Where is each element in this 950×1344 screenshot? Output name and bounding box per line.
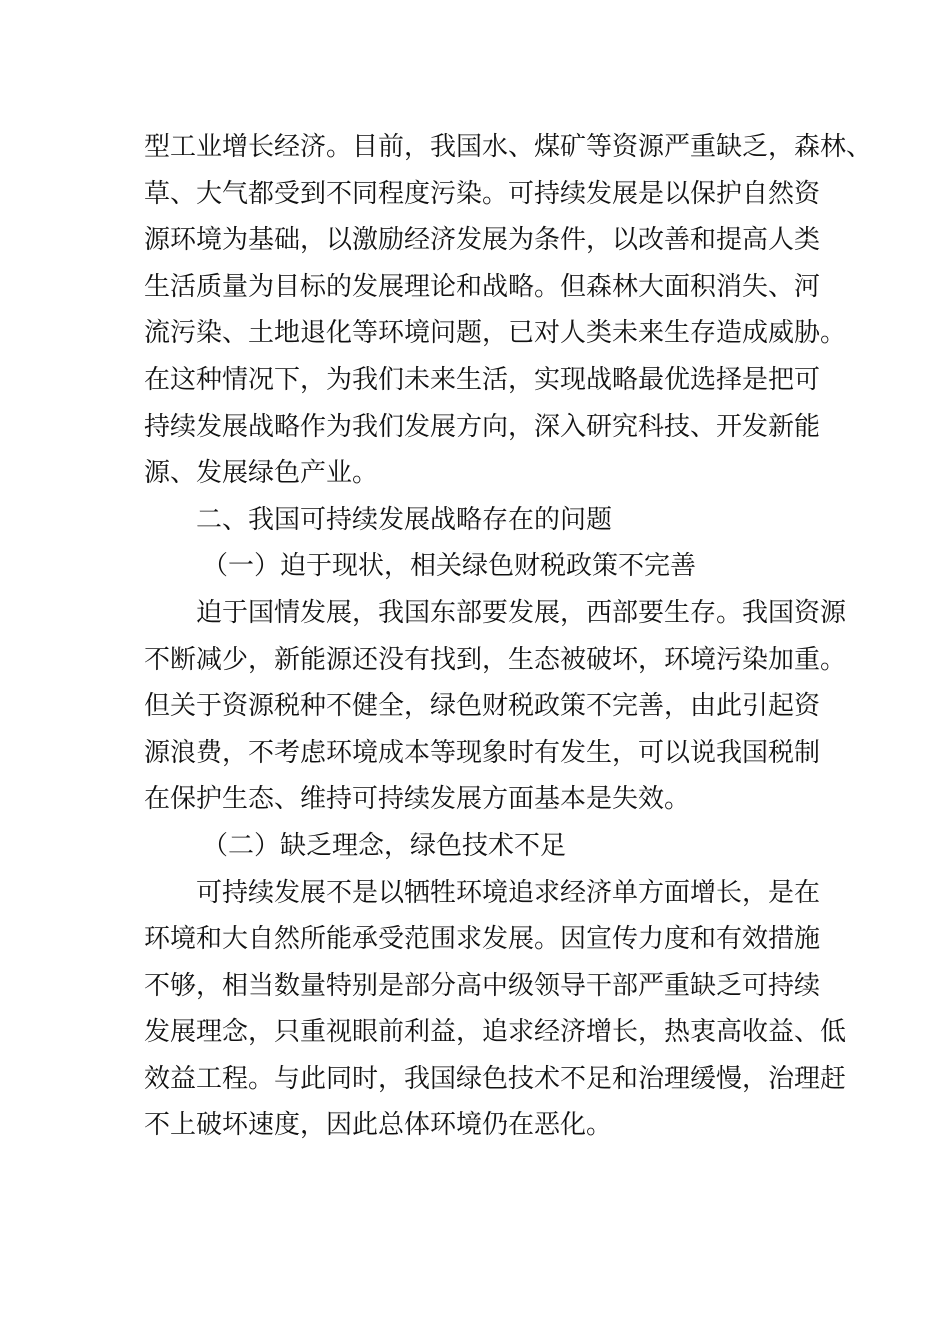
body-text-line: 流污染、土地退化等环境问题，已对人类未来生存造成威胁。 xyxy=(144,318,847,349)
paragraph-end-line: 在保护生态、维持可持续发展方面基本是失效。 xyxy=(144,784,691,815)
body-text-line: 源环境为基础，以激励经济发展为条件，以改善和提高人类 xyxy=(144,225,821,256)
body-text-line: 在这种情况下，为我们未来生活，实现战略最优选择是把可 xyxy=(144,364,821,395)
paragraph-end-line: 源、发展绿色产业。 xyxy=(144,458,379,489)
paragraph-end-line: 不上破坏速度，因此总体环境仍在恶化。 xyxy=(144,1110,613,1141)
document-body xyxy=(144,128,873,1153)
body-text-line: 不断减少，新能源还没有找到，生态被破坏，环境污染加重。 xyxy=(144,644,847,675)
paragraph-first-line: 迫于国情发展，我国东部要发展，西部要生存。我国资源 xyxy=(196,597,847,628)
body-text-line: 型工业增长经济。目前，我国水、煤矿等资源严重缺乏，森林、 xyxy=(144,132,873,162)
body-text-line: 生活质量为目标的发展理论和战略。但森林大面积消失、河 xyxy=(144,271,821,302)
body-text-line: 草、大气都受到不同程度污染。可持续发展是以保护自然资 xyxy=(144,178,821,209)
body-text-line: 但关于资源税种不健全，绿色财税政策不完善，由此引起资 xyxy=(144,691,821,722)
body-text-line: 效益工程。与此同时，我国绿色技术不足和治理缓慢，治理赶 xyxy=(144,1063,847,1094)
body-text-line: 持续发展战略作为我们发展方向，深入研究科技、开发新能 xyxy=(144,411,821,442)
body-text-line: 不够，相当数量特别是部分高中级领导干部严重缺乏可持续 xyxy=(144,970,821,1001)
subsection-heading: （一）迫于现状，相关绿色财税政策不完善 xyxy=(202,551,697,582)
subsection-heading: （二）缺乏理念，绿色技术不足 xyxy=(202,830,567,861)
section-heading: 二、我国可持续发展战略存在的问题 xyxy=(196,504,613,535)
paragraph-first-line: 可持续发展不是以牺牲环境追求经济单方面增长，是在 xyxy=(196,877,821,908)
body-text-line: 环境和大自然所能承受范围求发展。因宣传力度和有效措施 xyxy=(144,924,821,955)
body-text-line: 源浪费，不考虑环境成本等现象时有发生，可以说我国税制 xyxy=(144,737,821,768)
body-text-line: 发展理念，只重视眼前利益，追求经济增长，热衷高收益、低 xyxy=(144,1017,847,1048)
